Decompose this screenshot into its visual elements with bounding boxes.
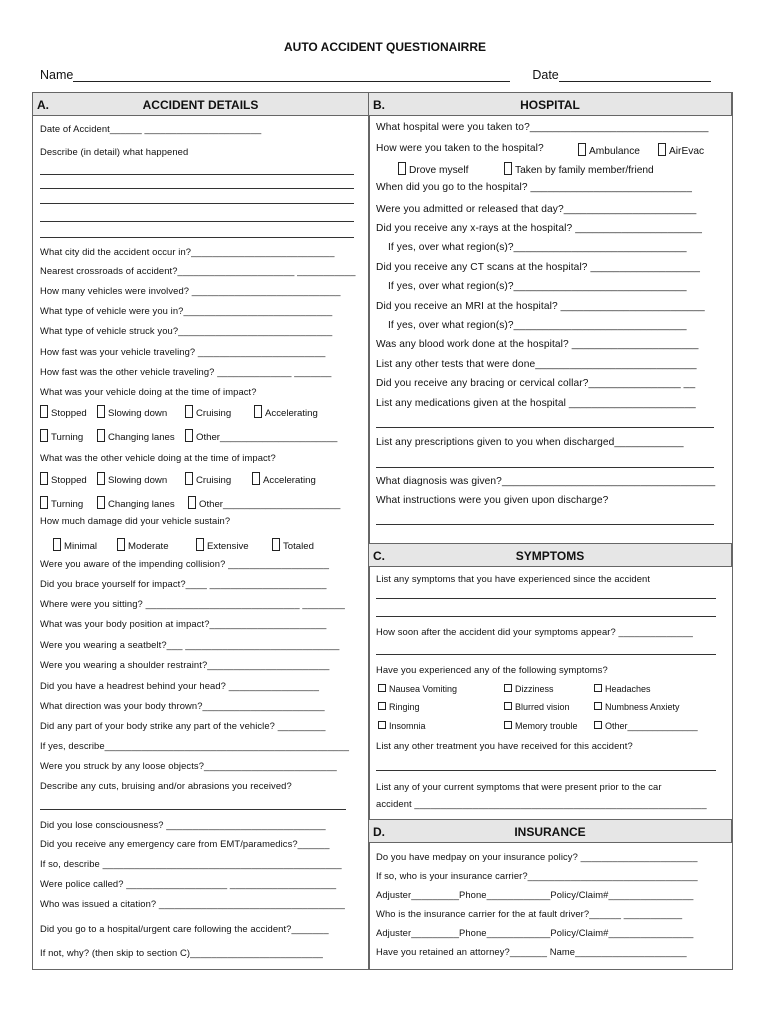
cuts-line[interactable] [40, 809, 346, 810]
medications-field[interactable]: List any medications given at the hospital ______________________ [376, 398, 696, 409]
describe-line[interactable] [40, 237, 354, 238]
symptoms-onset-field[interactable]: How soon after the accident did your symptoms appear? ______________ [376, 626, 693, 637]
checkbox[interactable] [185, 472, 193, 485]
blood-work-field[interactable]: Was any blood work done at the hospital? ______________________ [376, 339, 699, 350]
section-b-header [368, 92, 732, 116]
other-option[interactable]: Other______________________ [185, 429, 337, 443]
checkbox[interactable] [196, 538, 204, 551]
describe-line[interactable] [40, 203, 354, 204]
loose-objects-field[interactable]: Were you struck by any loose objects?_________________________ [40, 760, 337, 771]
checkbox[interactable] [398, 162, 406, 175]
insomnia-option[interactable]: Insomnia [378, 721, 426, 731]
brace-field[interactable]: Did you brace yourself for impact?____ ______________________ [40, 578, 327, 589]
xray-region-field[interactable]: If yes, over what region(s)?______________________________ [388, 242, 687, 253]
body-strike-field[interactable]: Did any part of your body strike any part of the vehicle? _________ [40, 720, 326, 731]
ct-region-field[interactable]: If yes, over what region(s)?______________________________ [388, 281, 687, 292]
city-field[interactable]: What city did the accident occur in?___________________________ [40, 246, 335, 257]
checkbox[interactable] [272, 538, 280, 551]
checkbox[interactable] [40, 472, 48, 485]
other-vehicle-doing-label: What was the other vehicle doing at the time of impact? [40, 452, 276, 463]
checkbox[interactable] [578, 143, 586, 156]
dizziness-option[interactable]: Dizziness [504, 684, 554, 694]
strike-describe-field[interactable]: If yes, describe______________________________________________ [40, 740, 350, 751]
section-a-name: ACCIDENT DETAILS [142, 98, 259, 112]
instructions-label: What instructions were you given upon discharge? [376, 495, 609, 506]
headaches-option[interactable]: Headaches [594, 684, 651, 694]
fault-adjuster-field[interactable]: Adjuster_________Phone____________Policy/Claim#________________ [376, 927, 694, 938]
turning-option[interactable]: Turning [40, 496, 83, 510]
date-label: Date [532, 68, 559, 82]
aware-field[interactable]: Were you aware of the impending collision? ___________________ [40, 558, 330, 569]
memory-trouble-option[interactable]: Memory trouble [504, 721, 578, 731]
prescriptions-field[interactable]: List any prescriptions given to you when discharged____________ [376, 437, 684, 448]
diagnosis-field[interactable]: What diagnosis was given?_____________________________________ [376, 476, 716, 487]
checkbox[interactable] [254, 405, 262, 418]
xray-field[interactable]: Did you receive any x-rays at the hospital? ______________________ [376, 223, 703, 234]
checkbox[interactable] [504, 702, 512, 710]
checkbox[interactable] [378, 721, 386, 729]
changing-lanes-option[interactable]: Changing lanes [97, 496, 175, 510]
name-field[interactable] [73, 68, 510, 82]
name-date-row [40, 68, 730, 82]
section-c-letter: C. [373, 549, 385, 563]
symptoms-list-label: List any symptoms that you have experienced since the accident [376, 573, 651, 584]
treatment-line[interactable] [376, 770, 716, 771]
describe-label: Describe (in detail) what happened [40, 146, 189, 157]
instructions-line[interactable] [376, 524, 714, 525]
checkbox[interactable] [252, 472, 260, 485]
stopped-option[interactable]: Stopped [40, 472, 87, 486]
family-friend-option[interactable]: Taken by family member/friend [504, 162, 654, 176]
section-b-name: HOSPITAL [520, 98, 580, 112]
slowing-option[interactable]: Slowing down [97, 405, 167, 419]
checkbox[interactable] [40, 405, 48, 418]
checkbox[interactable] [594, 684, 602, 692]
section-d-name: INSURANCE [514, 825, 586, 839]
symptoms-experienced-label: Have you experienced any of the following symptoms? [376, 664, 608, 675]
damage-label: How much damage did your vehicle sustain? [40, 515, 231, 526]
date-of-accident-field[interactable]: Date of Accident______ ______________________ [40, 123, 262, 134]
emt-field[interactable]: Did you receive any emergency care from EMT/paramedics?______ [40, 838, 330, 849]
other-tests-field[interactable]: List any other tests that were done____________________________ [376, 359, 697, 370]
checkbox[interactable] [378, 684, 386, 692]
checkbox[interactable] [97, 472, 105, 485]
mri-region-field[interactable]: If yes, over what region(s)?______________________________ [388, 320, 687, 331]
section-c-header [368, 543, 732, 567]
section-a-header [32, 92, 369, 116]
vehicle-type-field[interactable]: What type of vehicle were you in?____________________________ [40, 305, 333, 316]
date-field[interactable] [559, 68, 711, 82]
extensive-option[interactable]: Extensive [196, 538, 249, 552]
checkbox[interactable] [594, 721, 602, 729]
describe-line[interactable] [40, 174, 354, 175]
checkbox[interactable] [185, 405, 193, 418]
consciousness-field[interactable]: Did you lose consciousness? ______________________________ [40, 819, 326, 830]
turning-option[interactable]: Turning [40, 429, 83, 443]
emt-describe-field[interactable]: If so, describe _____________________________________________ [40, 858, 342, 869]
seatbelt-field[interactable]: Were you wearing a seatbelt?___ _____________________________ [40, 639, 340, 650]
slowing-option[interactable]: Slowing down [97, 472, 167, 486]
nausea-vomiting-option[interactable]: Nausea Vomiting [378, 684, 457, 694]
section-b-letter: B. [373, 98, 385, 112]
hospital-name-field[interactable]: What hospital were you taken to?_______________________________ [376, 122, 709, 133]
hospital-when-field[interactable]: When did you go to the hospital? ____________________________ [376, 182, 692, 193]
checkbox[interactable] [53, 538, 61, 551]
other-speed-field[interactable]: How fast was the other vehicle traveling? ______________ _______ [40, 366, 332, 377]
medpay-field[interactable]: Do you have medpay on your insurance policy? ______________________ [376, 851, 698, 862]
section-d-letter: D. [373, 825, 385, 839]
ct-field[interactable]: Did you receive any CT scans at the hospital? ___________________ [376, 262, 701, 273]
headrest-field[interactable]: Did you have a headrest behind your head? _________________ [40, 680, 320, 691]
name-label: Name [40, 68, 74, 82]
checkbox[interactable] [504, 162, 512, 175]
drove-myself-option[interactable]: Drove myself [398, 162, 468, 176]
ambulance-option[interactable]: Ambulance [578, 143, 640, 157]
other-treatment-label: List any other treatment you have received for this accident? [376, 740, 633, 751]
page-title: AUTO ACCIDENT QUESTIONAIRRE [283, 40, 486, 54]
sitting-field[interactable]: Where were you sitting? _____________________________ ________ [40, 598, 345, 609]
symptoms-line[interactable] [376, 616, 716, 617]
no-hospital-field[interactable]: If not, why? (then skip to section C)_________________________ [40, 947, 323, 958]
totaled-option[interactable]: Totaled [272, 538, 314, 552]
airevac-option[interactable]: AirEvac [658, 143, 704, 157]
admitted-field[interactable]: Were you admitted or released that day?_______________________ [376, 204, 697, 215]
moderate-option[interactable]: Moderate [117, 538, 169, 552]
cruising-option[interactable]: Cruising [185, 405, 231, 419]
transport-label: How were you taken to the hospital? [376, 143, 544, 154]
checkbox[interactable] [97, 405, 105, 418]
describe-line[interactable] [40, 188, 354, 189]
checkbox[interactable] [117, 538, 125, 551]
onset-line[interactable] [376, 654, 716, 655]
crossroads-field[interactable]: Nearest crossroads of accident?______________________ ___________ [40, 265, 356, 276]
your-vehicle-doing-label: What was your vehicle doing at the time of impact? [40, 386, 257, 397]
other-option[interactable]: Other______________________ [188, 496, 340, 510]
blurred-vision-option[interactable]: Blurred vision [504, 702, 570, 712]
prior-symptoms-label: List any of your current symptoms that were present prior to the car [376, 781, 662, 792]
checkbox[interactable] [97, 496, 105, 509]
checkbox[interactable] [658, 143, 666, 156]
describe-line[interactable] [40, 221, 354, 222]
stopped-option[interactable]: Stopped [40, 405, 87, 419]
checkbox[interactable] [40, 429, 48, 442]
checkbox[interactable] [594, 702, 602, 710]
insurance-carrier-field[interactable]: If so, who is your insurance carrier?________________________________ [376, 870, 698, 881]
other-symptom-option[interactable]: Other______________ [594, 721, 698, 731]
checkbox[interactable] [504, 721, 512, 729]
prescriptions-line[interactable] [376, 467, 714, 468]
vehicles-involved-field[interactable]: How many vehicles were involved? ____________________________ [40, 285, 341, 296]
checkbox[interactable] [185, 429, 193, 442]
citation-field[interactable]: Who was issued a citation? ___________________________________ [40, 898, 345, 909]
medications-line[interactable] [376, 427, 714, 428]
body-position-field[interactable]: What was your body position at impact?______________________ [40, 618, 327, 629]
struck-vehicle-type-field[interactable]: What type of vehicle struck you?_____________________________ [40, 325, 333, 336]
section-d-header [368, 819, 732, 843]
cruising-option[interactable]: Cruising [185, 472, 231, 486]
symptoms-line[interactable] [376, 598, 716, 599]
section-c-name: SYMPTOMS [515, 549, 585, 563]
checkbox[interactable] [188, 496, 196, 509]
cuts-label: Describe any cuts, bruising and/or abrasions you received? [40, 780, 292, 791]
mri-field[interactable]: Did you receive an MRI at the hospital? _________________________ [376, 301, 705, 312]
prior-symptoms-field[interactable]: accident _______________________________________________________ [376, 798, 707, 809]
adjuster-field[interactable]: Adjuster_________Phone____________Policy/Claim#________________ [376, 889, 694, 900]
body-thrown-field[interactable]: What direction was your body thrown?_______________________ [40, 700, 325, 711]
police-field[interactable]: Were police called? ___________________ ____________________ [40, 878, 337, 889]
numbness-anxiety-option[interactable]: Numbness Anxiety [594, 702, 680, 712]
changing-lanes-option[interactable]: Changing lanes [97, 429, 175, 443]
checkbox[interactable] [97, 429, 105, 442]
minimal-option[interactable]: Minimal [53, 538, 97, 552]
accelerating-option[interactable]: Accelerating [252, 472, 316, 486]
attorney-field[interactable]: Have you retained an attorney?_______ Name_____________________ [376, 946, 687, 957]
ringing-option[interactable]: Ringing [378, 702, 420, 712]
accelerating-option[interactable]: Accelerating [254, 405, 318, 419]
checkbox[interactable] [40, 496, 48, 509]
checkbox[interactable] [378, 702, 386, 710]
your-speed-field[interactable]: How fast was your vehicle traveling? ________________________ [40, 346, 326, 357]
hospital-visit-field[interactable]: Did you go to a hospital/urgent care following the accident?_______ [40, 923, 329, 934]
bracing-field[interactable]: Did you receive any bracing or cervical collar?________________ __ [376, 378, 696, 389]
checkbox[interactable] [504, 684, 512, 692]
section-a-letter: A. [37, 98, 49, 112]
fault-carrier-field[interactable]: Who is the insurance carrier for the at fault driver?______ ___________ [376, 908, 683, 919]
shoulder-restraint-field[interactable]: Were you wearing a shoulder restraint?_______________________ [40, 659, 330, 670]
